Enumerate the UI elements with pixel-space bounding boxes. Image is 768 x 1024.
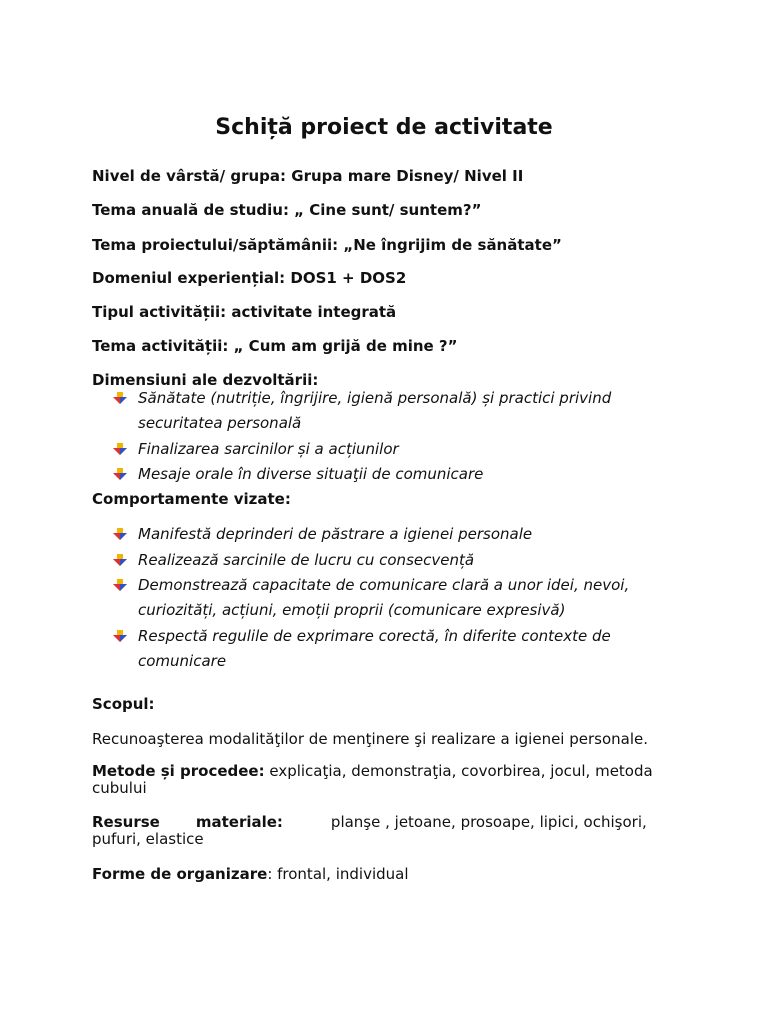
comportamente-heading: Comportamente vizate: [92, 490, 291, 508]
resurse-label-2: materiale: [195, 813, 283, 831]
metode-paragraph [92, 763, 682, 797]
metode-text: explicaţia, demonstraţia, covorbirea, jocul, metoda cubului [92, 762, 653, 797]
forme-paragraph [92, 865, 409, 883]
scopul-text: Recunoaşterea modalităţilor de menţinere şi realizare a igienei personale. [92, 730, 649, 748]
list-item-text: curiozități, acțiuni, emoții proprii (comunicare expresivă) [138, 601, 566, 619]
metode-label: Metode și procedee: [92, 762, 265, 780]
tipul-line: Tipul activității: activitate integrată [92, 303, 397, 321]
dimensiuni-heading: Dimensiuni ale dezvoltării: [92, 371, 319, 389]
tema-activitatii-line: Tema activității: „ Cum am grijă de mine ?” [92, 337, 458, 355]
arrow-bullet-icon [112, 553, 128, 567]
arrow-bullet-icon [112, 391, 128, 405]
arrow-bullet-icon [112, 467, 128, 481]
nivel-line: Nivel de vârstă/ grupa: Grupa mare Disney/ Nivel II [92, 167, 524, 185]
list-item-text: Realizează sarcinile de lucru cu consecvență [138, 551, 475, 569]
forme-text: : frontal, individual [267, 865, 409, 883]
resurse-text: planşe , jetoane, prosoape, lipici, ochişori, pufuri, elastice [92, 813, 647, 848]
arrow-bullet-icon [112, 629, 128, 643]
list-item-text: comunicare [138, 652, 227, 670]
list-item-text: Demonstrează capacitate de comunicare clară a unor idei, nevoi, [138, 576, 630, 594]
tema-anuala-line: Tema anuală de studiu: „ Cine sunt/ suntem?” [92, 201, 482, 219]
scopul-heading: Scopul: [92, 695, 155, 713]
list-item-text: Manifestă deprinderi de păstrare a igienei personale [138, 525, 533, 543]
forme-label: Forme de organizare [92, 865, 268, 883]
list-item-text: Respectă regulile de exprimare corectă, în diferite contexte de [138, 627, 611, 645]
resurse-paragraph [92, 814, 682, 848]
resurse-label-1: Resurse [92, 813, 160, 831]
arrow-bullet-icon [112, 578, 128, 592]
list-item-text: Finalizarea sarcinilor și a acțiunilor [138, 440, 399, 458]
arrow-bullet-icon [112, 527, 128, 541]
domeniul-line: Domeniul experiențial: DOS1 + DOS2 [92, 269, 407, 287]
tema-proiect-line: Tema proiectului/săptămânii: „Ne îngrijim de sănătate” [92, 236, 562, 254]
arrow-bullet-icon [112, 442, 128, 456]
list-item-text: Sănătate (nutriție, îngrijire, igienă personală) și practici privind [138, 389, 612, 407]
list-item-text: securitatea personală [138, 414, 302, 432]
list-item-text: Mesaje orale în diverse situaţii de comunicare [138, 465, 484, 483]
document-title: Schiță proiect de activitate [215, 115, 553, 140]
